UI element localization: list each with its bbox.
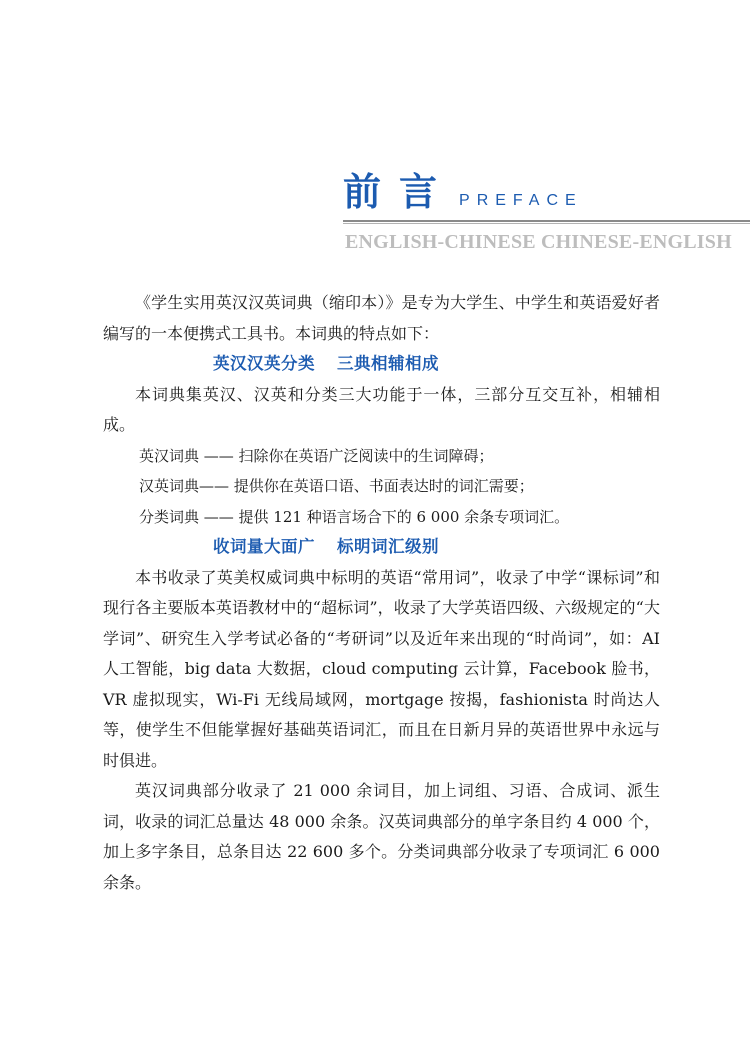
list-item: 分类词典 —— 提供 121 种语言场合下的 6 000 余条专项词汇。 [139, 507, 570, 526]
list-item: 汉英词典—— 提供你在英语口语、书面表达时的词汇需要； [139, 477, 534, 495]
section1-heading-b: 三典相辅相成 [337, 354, 439, 373]
section1-heading [103, 349, 660, 380]
title-chinese: 前言 [343, 169, 456, 214]
section2-heading [103, 532, 660, 563]
header-subtitle: ENGLISH-CHINESE CHINESE-ENGLISH [345, 231, 732, 253]
section2-paragraph-1: 本书收录了英美权威词典中标明的英语“常用词”，收录了中学“课标词”和现行各主要版本英语教材中的“超标词”，收录了大学英语四级、六级规定的“大学词”、研究生入学考试必备的“考研词”以及近年来出现的“时尚词”，如：AI 人工智能，big data 大数据，cloud computing 云计算，Facebook 脸书，VR 虚拟现实，Wi-Fi 无线局域网，mortgage 按揭，fashionista 时尚达人等，使学生不但能掌握好基础英语词汇，而且在日新月异的英语世界中永远与时俱进。 [103, 567, 660, 770]
list-item: 英汉词典 —— 扫除你在英语广泛阅读中的生词障碍； [139, 446, 494, 465]
section2-heading-b: 标明词汇级别 [337, 537, 439, 556]
section2-paragraph-2: 英汉词典部分收录了 21 000 余词目，加上词组、习语、合成词、派生词，收录的词汇总量达 48 000 余条。汉英词典部分的单字条目约 4 000 个，加上多字条目，总条目达 22 600 多个。分类词典部分收录了专项词汇 6 000 余条。 [103, 781, 660, 892]
preface-body [103, 288, 660, 898]
section1-paragraph: 本词典集英汉、汉英和分类三大功能于一体，三部分互交互补，相辅相成。 [103, 384, 660, 434]
preface-title [343, 170, 583, 214]
header-rule-thin [343, 223, 750, 224]
section1-heading-a: 英汉汉英分类 [213, 354, 315, 373]
header-rule [343, 220, 750, 222]
section2-heading-a: 收词量大面广 [213, 537, 315, 556]
intro-paragraph: 《学生实用英汉汉英词典（缩印本）》是专为大学生、中学生和英语爱好者编写的一本便携式工具书。本词典的特点如下： [103, 293, 660, 343]
title-english: PREFACE [459, 192, 583, 209]
